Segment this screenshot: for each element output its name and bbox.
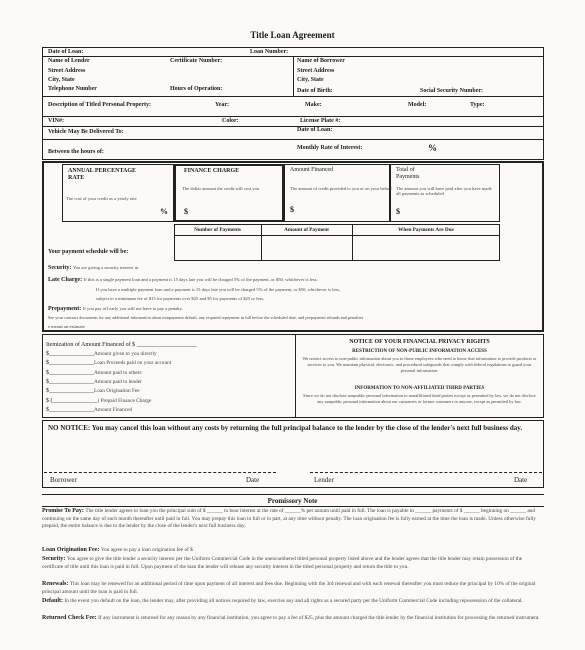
- privacy-notice-box: [295, 334, 544, 418]
- itemization-text: Amount Financed: [94, 406, 133, 413]
- itemization-blank: _______________: [49, 378, 94, 385]
- privacy-text-2: Since we do not disclose nonpublic personal information to nonaffiliated third parties except as permitted by law, we do not disclose any nonpublic personal information about our customers or former customers to anyone, except as permitted by law.: [303, 393, 536, 404]
- itemization-row: [46, 351, 157, 357]
- renewals-label: Renewals:: [42, 581, 69, 587]
- security-paragraph: Security: You agree to give the title lender a security interest per the Uniform Commercial Code in the unencumbered titled personal property listed above and the lender agrees that the title lender may retain possession of the certificate of title until this loan is paid in full. Upon payment of the loan the lender will release any security interest in the titled personal property and return the title to you.: [42, 556, 523, 570]
- privacy-text-1: We restrict access to non-public information about you to those employees who need to know that information to provide products or services to you. We maintain physical, electronic, and procedural safeguards that comply with federal regulations to guard your personal information.: [302, 356, 537, 373]
- monthly-rate-percent: %: [428, 143, 437, 153]
- itemization-blank: _______________: [52, 397, 98, 404]
- finance-charge-description: The dollar amount the credit will cost you: [182, 186, 260, 191]
- promise-to-pay-paragraph: Promise To Pay: The title lender agrees to loan you the principal sum of $ ______ to bear interest at the rate of ______% per annum until paid in full. The loan is payable in ______ payments of $ ______ beginning on ______ and continuing on the same day of each month thereafter until paid in full. You may prepay this loan in full or in part, at any time without penalty. The loan origination fee is fully earned at the time the loan is made. Unless otherwise fully prepaid, the entire balance is due to the lender by the close of the lender's next full business day.: [42, 508, 536, 530]
- col-number-of-payments: Number of Payments: [194, 227, 241, 233]
- property-description-label: Description of Titled Personal Property:: [48, 102, 151, 108]
- itemization-prefix: $: [46, 378, 49, 385]
- finance-charge-label: FINANCE CHARGE: [184, 168, 240, 174]
- monthly-rate-label: Monthly Rate of Interest:: [297, 145, 363, 151]
- cancel-notice-text: NO NOTICE: You may cancel this loan without any costs by returning the full principal balance to the lender by the close of the lender's next full business day.: [48, 424, 523, 432]
- itemization-prefix: $ (: [46, 397, 53, 404]
- borrower-date-label: Date: [246, 476, 260, 484]
- itemization-blank: _______________: [49, 351, 94, 357]
- col-when-due: When Payments Are Due: [398, 227, 454, 233]
- amount-financed-dollar: $: [290, 205, 294, 214]
- itemization-text: ) Prepaid Finance Charge: [97, 397, 152, 404]
- borrower-signature-label: Borrower: [50, 476, 77, 484]
- see-contract-text: See your contract documents for any additional information about nonpayment default, any required repayment in full before the scheduled date, and prepayment refunds and penalties: [48, 315, 364, 320]
- model-label: Model:: [408, 102, 427, 108]
- itemization-prefix: $: [46, 406, 49, 413]
- lender-signature-label: Lender: [314, 476, 334, 484]
- telephone-label: Telephone Number: [48, 86, 97, 92]
- total-payments-description: The amount you will have paid after you have made all payments as scheduled: [396, 186, 492, 196]
- promissory-security-label: Security:: [42, 556, 66, 562]
- itemization-row: [46, 379, 142, 385]
- renewals-paragraph: Renewals: This loan may be renewed for an additional period of time upon payment of all interest and fees due. Beginning with the 3rd renewal and with each renewal thereafter you must reduce the principal by 10% of the original principal amount until the loan is paid in full.: [42, 581, 536, 595]
- itemization-prefix: $: [46, 360, 49, 367]
- year-label: Year:: [215, 102, 229, 108]
- privacy-subheading-1: RESTRICTION OF NON-PUBLIC INFORMATION ACCESS: [352, 349, 487, 354]
- default-paragraph: Default: In the event you default on the loan, the lender may, after providing all notices required by law, exercise any and all rights as a secured party per the Uniform Commercial Code including repossession of the collateral.: [42, 598, 523, 604]
- make-label: Make:: [305, 102, 322, 108]
- apr-percent: %: [160, 207, 168, 216]
- fee-label: Loan Origination Fee:: [42, 547, 100, 553]
- total-payments-label: Total of Payments: [396, 167, 420, 180]
- finance-charge-dollar: $: [184, 207, 188, 216]
- between-hours-label: Between the hours of:: [48, 149, 104, 155]
- col-amount-of-payment: Amount of Payment: [284, 227, 329, 233]
- promissory-heading: Promissory Note: [267, 497, 318, 505]
- type-label: Type:: [470, 102, 485, 108]
- prepayment-label: Prepayment:: [48, 306, 82, 312]
- itemization-blank: _______________: [49, 406, 94, 413]
- late-charge-text-1: If this is a single payment loan and a payment is 15 days late you will be charged 5% of the payment, or $50, whichever is less.: [83, 277, 318, 282]
- estimate-note: e means an estimate: [48, 324, 85, 329]
- color-label: Color:: [222, 118, 239, 124]
- date-of-birth-label: Date of Birth:: [297, 88, 333, 94]
- itemization-row: [46, 360, 171, 366]
- amount-financed-description: The amount of credit provided to you or on your behalf: [290, 186, 392, 191]
- itemization-row: [46, 398, 151, 404]
- amount-financed-label: Amount Financed: [290, 167, 334, 173]
- apr-label: ANNUAL PERCENTAGE RATE: [68, 168, 137, 181]
- security-label: Security:: [48, 265, 72, 271]
- ssn-label: Social Security Number:: [420, 88, 483, 94]
- lender-street-label: Street Address: [48, 68, 86, 74]
- late-charge-text-3: subject to a minimum fee of $15 for payments over $25 and $5 for payments of $25 or less.: [96, 296, 265, 301]
- promise-label: Promise To Pay:: [42, 508, 84, 514]
- itemization-row: [46, 388, 140, 394]
- default-label: Default:: [42, 598, 63, 604]
- itemization-text: Amount given to you directly: [94, 351, 157, 357]
- returned-check-paragraph: Returned Check Fee: If any instrument is returned for any reason by any financial institution, you agree to pay a fee of $25, plus the amount charged the title lender by the financial institution for processing the returned instrument.: [42, 615, 540, 621]
- date-of-loan-2-label: Date of Loan:: [297, 127, 333, 133]
- itemization-text: Loan Origination Fee: [94, 388, 140, 395]
- certificate-number-label: Certificate Number:: [170, 58, 223, 64]
- vehicle-delivered-label: Vehicle May Be Delivered To:: [48, 129, 124, 135]
- returned-check-label: Returned Check Fee:: [42, 615, 97, 621]
- itemization-blank: _______________: [49, 360, 94, 367]
- date-of-loan-label: Date of Loan:: [48, 49, 84, 55]
- origination-fee-paragraph: Loan Origination Fee: You agree to pay a loan origination fee of $: [42, 547, 193, 553]
- cancel-notice-label: NO NOTICE:: [48, 424, 91, 432]
- license-plate-label: License Plate #:: [300, 118, 341, 124]
- loan-number-label: Loan Number:: [250, 49, 289, 55]
- document-title: Title Loan Agreement: [250, 30, 335, 40]
- itemization-heading: Itemization of Amount Financed of $ ____________________: [46, 342, 197, 348]
- total-payments-dollar: $: [396, 207, 400, 216]
- itemization-text: Amount paid to others: [94, 369, 142, 376]
- itemization-text: Loan Proceeds paid on your account: [94, 360, 172, 367]
- late-charge-text-2: If you have a multiple payment loan and a payment is 15 days late you will be charged 5% of the payment, or $50, whichever is less,: [96, 287, 341, 292]
- security-text: You are giving a security interest in: [72, 265, 139, 270]
- privacy-subheading-2: INFORMATION TO NON-AFFILIATED THIRD PARTIES: [354, 386, 485, 391]
- late-charge-line-1: [48, 277, 318, 283]
- payment-schedule-label: Your payment schedule will be:: [48, 249, 129, 255]
- name-of-lender-label: Name of Lender: [48, 58, 90, 64]
- prepayment-line: [48, 306, 183, 312]
- lender-city-label: City, State: [48, 77, 75, 83]
- prepayment-text: If you pay off early you will not have to pay a penalty.: [82, 306, 183, 311]
- itemization-row: [46, 370, 142, 376]
- itemization-prefix: $: [46, 369, 49, 376]
- borrower-city-label: City, State: [297, 77, 324, 83]
- privacy-heading: NOTICE OF YOUR FINANCIAL PRIVACY RIGHTS: [349, 339, 490, 345]
- itemization-prefix: $: [46, 351, 49, 357]
- itemization-blank: _______________: [49, 369, 94, 376]
- hours-of-operation-label: Hours of Operation:: [170, 86, 223, 92]
- itemization-blank: _______________: [49, 388, 94, 395]
- lender-date-label: Date: [514, 476, 528, 484]
- itemization-prefix: $: [46, 388, 49, 395]
- borrower-street-label: Street Address: [297, 68, 335, 74]
- name-of-borrower-label: Name of Borrower: [297, 58, 345, 64]
- itemization-row: [46, 407, 132, 413]
- security-line: [48, 265, 138, 271]
- vin-label: VIN#:: [48, 118, 64, 124]
- late-charge-label: Late Charge:: [48, 277, 83, 283]
- itemization-text: Amount paid to lender: [94, 378, 142, 385]
- apr-description: The cost of your credit as a yearly rate: [66, 196, 137, 201]
